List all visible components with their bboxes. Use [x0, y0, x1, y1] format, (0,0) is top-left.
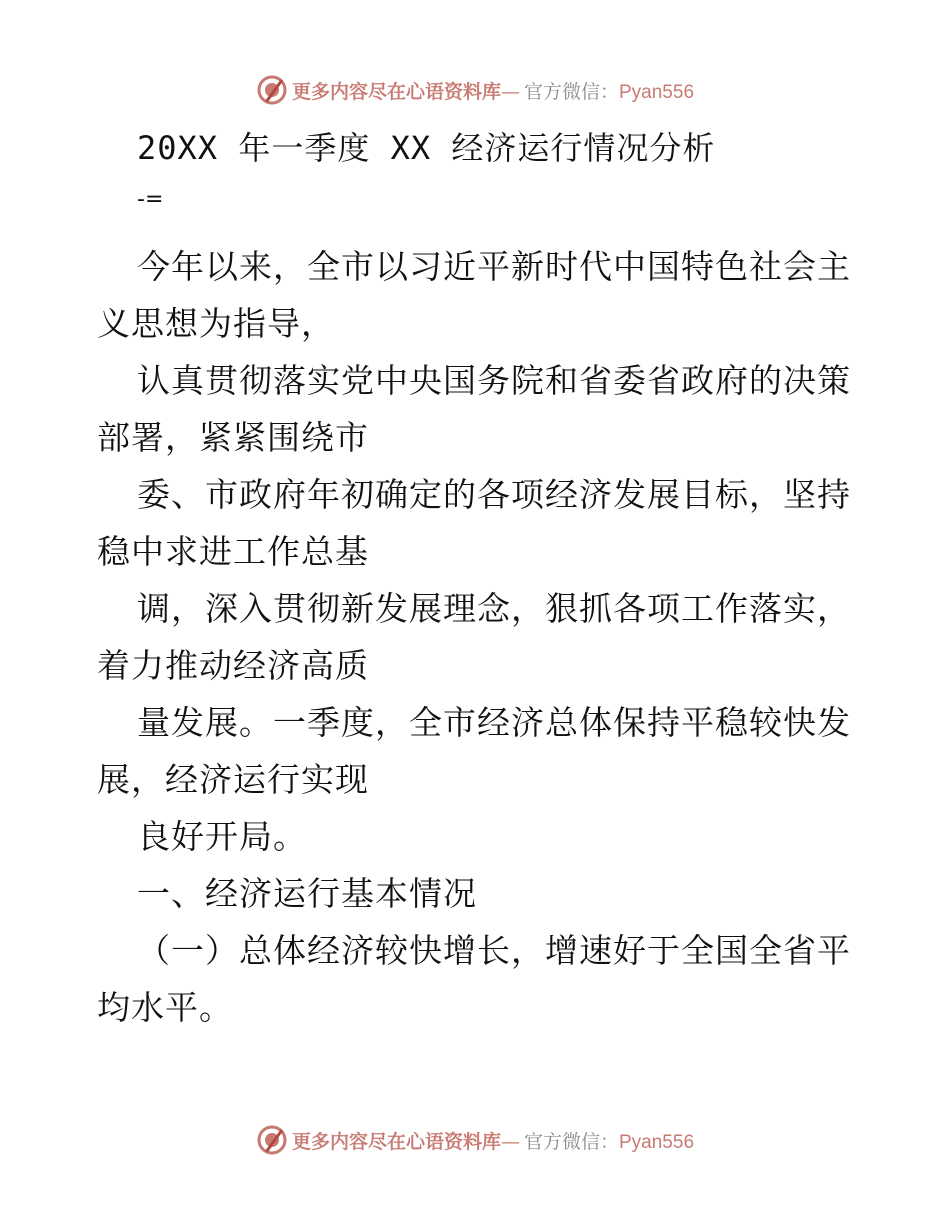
paragraph-line: 义思想为指导， [97, 304, 335, 343]
header-watermark [0, 70, 950, 110]
paragraph-line: 认真贯彻落实党中央国务院和省委省政府的决策 [137, 361, 851, 400]
paragraph-line: 今年以来，全市以习近平新时代中国特色社会主 [137, 247, 851, 286]
paragraph-line: 良好开局。 [137, 817, 307, 856]
watermark-label: 官方微信： [523, 80, 619, 103]
section-heading-text: 一、经济运行基本情况 [137, 874, 477, 913]
paragraph-line: 展，经济运行实现 [97, 760, 369, 799]
paragraph-4 [97, 580, 857, 694]
watermark-site-name: 更多内容尽在心语资料库 [291, 1130, 501, 1153]
paragraph-5 [97, 694, 857, 808]
watermark-text [292, 77, 694, 104]
paragraph-1 [97, 238, 857, 352]
paragraph-line: 委、市政府年初确定的各项经济发展目标，坚持 [137, 475, 851, 514]
watermark-dash: — [500, 80, 520, 103]
footer-watermark [0, 1120, 950, 1160]
paragraph-line: 量发展。一季度，全市经济总体保持平稳较快发 [137, 703, 851, 742]
paragraph-line: 部署，紧紧围绕市 [97, 418, 369, 457]
pen-circle-logo-icon [256, 1124, 288, 1156]
watermark-label: 官方微信： [523, 1130, 619, 1153]
watermark-account: Pyan556 [619, 81, 695, 103]
section-heading [97, 865, 857, 922]
paragraph-line: 均水平。 [97, 988, 233, 1027]
paragraph-3 [97, 466, 857, 580]
paragraph-line: 调，深入贯彻新发展理念，狠抓各项工作落实， [137, 589, 851, 628]
document-title: 20XX 年一季度 XX 经济运行情况分析 [137, 129, 716, 167]
paragraph-line: 稳中求进工作总基 [97, 532, 369, 571]
watermark-dash: — [500, 1130, 520, 1153]
paragraph-2 [97, 352, 857, 466]
paragraph-line: 着力推动经济高质 [97, 646, 369, 685]
watermark-text [292, 1127, 694, 1154]
document-body [97, 238, 857, 1036]
watermark-account: Pyan556 [619, 1131, 695, 1153]
paragraph-6 [97, 808, 857, 865]
watermark-site-name: 更多内容尽在心语资料库 [291, 80, 501, 103]
pen-circle-logo-icon [256, 74, 288, 106]
paragraph-line: （一）总体经济较快增长，增速好于全国全省平 [137, 931, 851, 970]
section-mark: -= [137, 187, 164, 212]
subsection-heading [97, 922, 857, 1036]
